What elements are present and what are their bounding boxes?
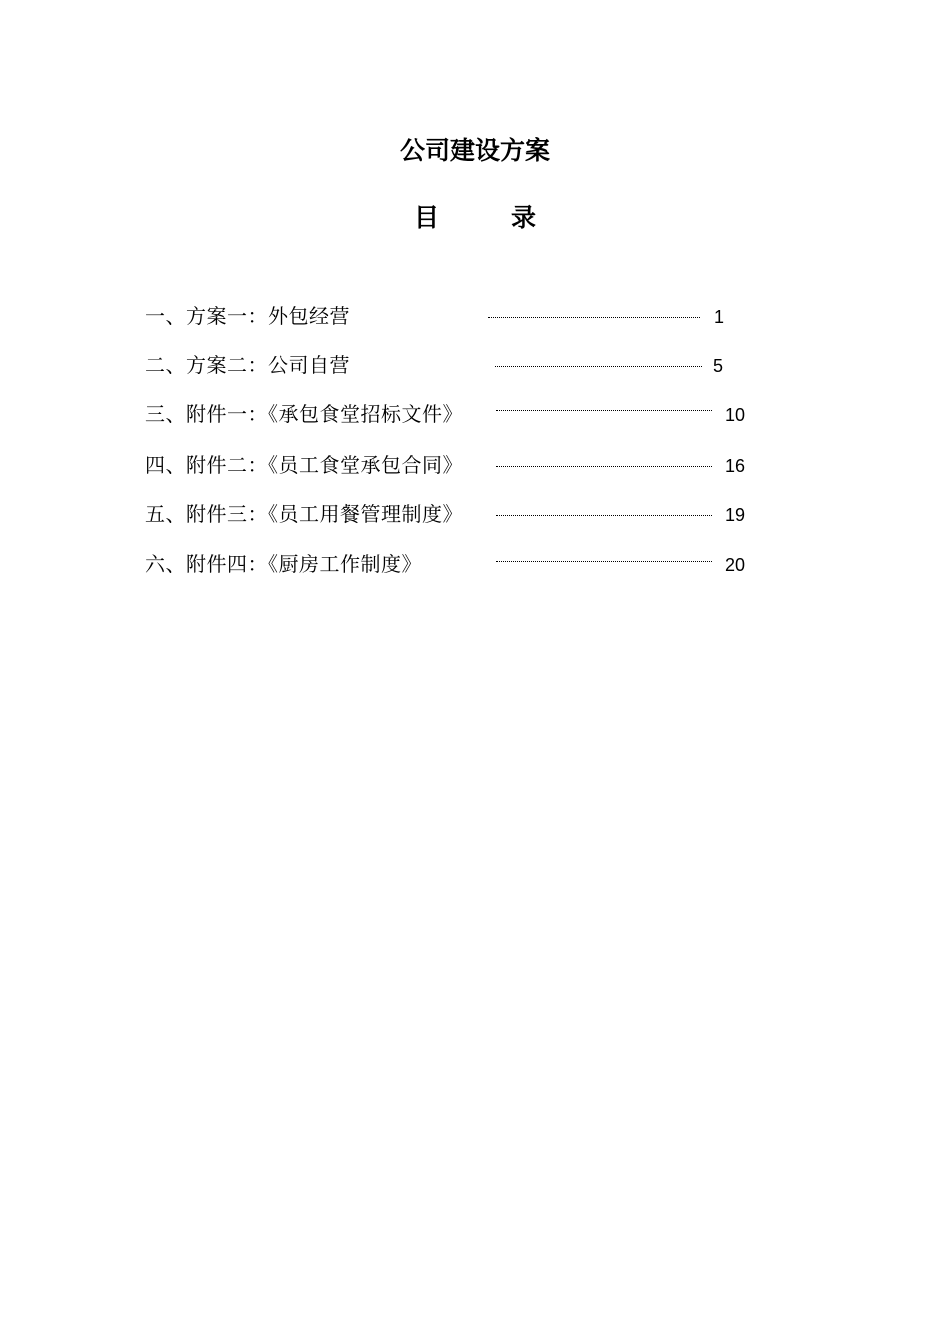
toc-heading-char-1: 目: [414, 203, 440, 232]
toc-entry-page: 16: [725, 456, 746, 476]
toc-dot-leader: [496, 515, 712, 516]
toc-entry-label: 二、方案二：公司自营: [145, 353, 350, 377]
toc-entry[interactable]: [0, 498, 950, 530]
toc-dot-leader: [496, 410, 712, 411]
toc-entry[interactable]: [0, 300, 950, 332]
toc-entry-page: 1: [714, 307, 725, 327]
toc-dot-leader: [496, 466, 712, 467]
toc-entry-label: 一、方案一：外包经营: [145, 304, 350, 328]
toc-dot-leader: [495, 366, 702, 367]
toc-entry-page: 10: [725, 405, 746, 425]
toc-entry[interactable]: [0, 398, 950, 430]
toc-entry-page: 19: [725, 505, 746, 525]
document-title: 公司建设方案: [399, 136, 550, 165]
toc-entry[interactable]: [0, 449, 950, 481]
toc-entry[interactable]: [0, 349, 950, 381]
toc-entry-page: 5: [713, 356, 724, 376]
toc-dot-leader: [496, 561, 712, 562]
toc-entry-label: 四、附件二：《员工食堂承包合同》: [145, 453, 463, 477]
toc-entry-label: 三、附件一：《承包食堂招标文件》: [145, 402, 463, 426]
toc-dot-leader: [488, 317, 700, 318]
toc-entry-label: 五、附件三：《员工用餐管理制度》: [145, 502, 463, 526]
toc-entry-label: 六、附件四：《厨房工作制度》: [145, 552, 422, 576]
toc-heading: [0, 200, 950, 236]
toc-entry-page: 20: [725, 555, 746, 575]
toc-entry[interactable]: [0, 548, 950, 580]
toc-heading-char-2: 录: [511, 203, 537, 232]
